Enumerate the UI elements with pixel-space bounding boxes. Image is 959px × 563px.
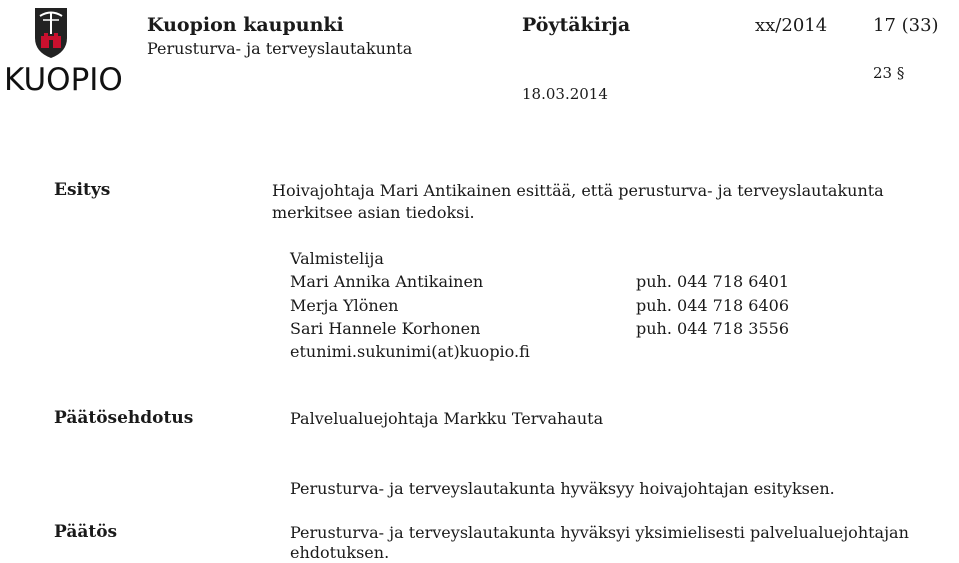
paatos-text-line-2: Perusturva- ja terveyslautakunta hyväksyi yksimielisesti palvelualuejohtajan <box>290 523 909 542</box>
contact-phone: puh. 044 718 3556 <box>636 319 789 338</box>
preparers-heading: Valmistelija <box>290 249 384 268</box>
document-type: Pöytäkirja <box>522 14 631 36</box>
esitys-text-line-2: merkitsee asian tiedoksi. <box>272 203 475 222</box>
paatos-text-line-3: ehdotuksen. <box>290 543 390 562</box>
document-number: xx/2014 <box>755 15 828 36</box>
section-number: 23 § <box>873 64 905 82</box>
contact-phone: puh. 044 718 6401 <box>636 272 789 291</box>
section-label-esitys: Esitys <box>54 180 111 200</box>
esitys-text-line-1: Hoivajohtaja Mari Antikainen esittää, että perusturva- ja terveyslautakunta <box>272 181 884 200</box>
contact-email: etunimi.sukunimi(at)kuopio.fi <box>290 342 530 361</box>
contact-name: Merja Ylönen <box>290 296 399 315</box>
logo-wordmark: KUOPIO <box>4 62 123 98</box>
organization-name: Kuopion kaupunki <box>147 14 344 36</box>
page-number: 17 (33) <box>873 15 939 36</box>
paatosehdotus-text: Palvelualuejohtaja Markku Tervahauta <box>290 409 604 428</box>
contact-name: Sari Hannele Korhonen <box>290 319 481 338</box>
coat-of-arms-icon <box>31 4 71 60</box>
section-label-paatos: Päätös <box>54 522 118 542</box>
organization-unit: Perusturva- ja terveyslautakunta <box>147 39 413 58</box>
contact-name: Mari Annika Antikainen <box>290 272 484 291</box>
paatos-text-line-1: Perusturva- ja terveyslautakunta hyväksyy hoivajohtajan esityksen. <box>290 479 835 498</box>
kuopio-logo <box>2 2 123 100</box>
meeting-date: 18.03.2014 <box>522 85 608 103</box>
contact-phone: puh. 044 718 6406 <box>636 296 789 315</box>
section-label-paatosehdotus: Päätösehdotus <box>54 408 194 428</box>
